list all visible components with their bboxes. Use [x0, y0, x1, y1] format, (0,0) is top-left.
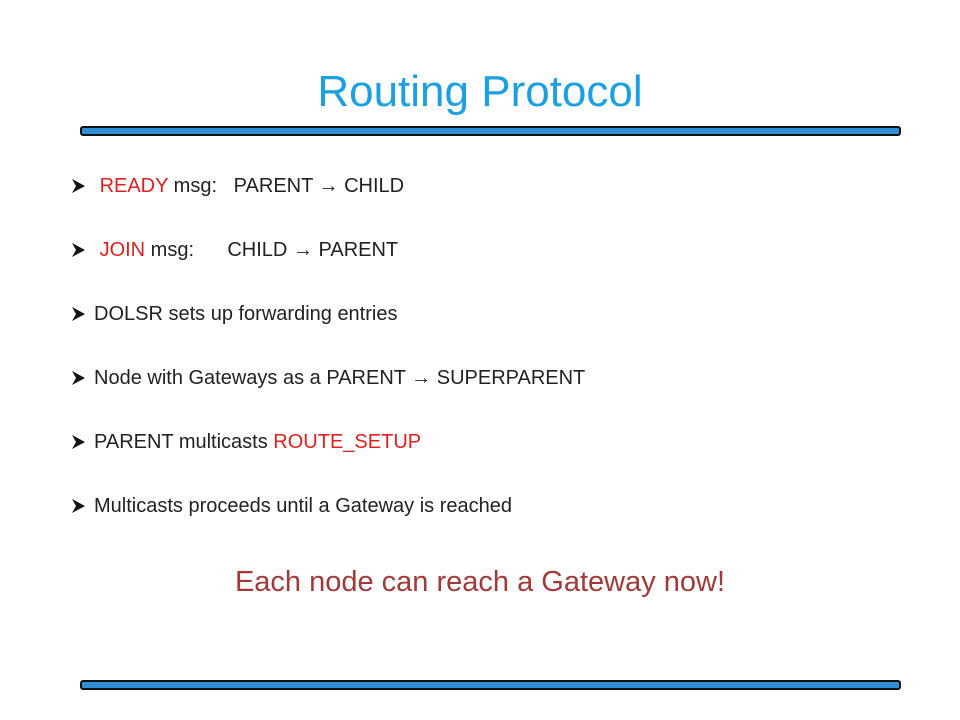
- bottom-divider: [80, 680, 901, 690]
- bullet-text: PARENT multicasts ROUTE_SETUP: [94, 431, 422, 453]
- bullet-text: Node with Gateways as a PARENT → SUPERPARENT: [94, 367, 586, 389]
- bullet-dolsr: [70, 298, 398, 330]
- arrowhead-bullet-icon: [70, 306, 86, 322]
- bullet-ready-msg: [70, 170, 405, 202]
- arrowhead-bullet-icon: [70, 178, 86, 194]
- right-arrow-icon: →: [411, 367, 432, 389]
- right-arrow-icon: →: [292, 239, 313, 261]
- join-keyword: JOIN: [99, 239, 146, 261]
- bullet-multicasts: [70, 490, 512, 522]
- arrowhead-bullet-icon: [70, 434, 86, 450]
- bullet-superparent: [70, 362, 586, 394]
- bullet-list: [70, 170, 586, 554]
- bullet-text: DOLSR sets up forwarding entries: [94, 303, 398, 325]
- arrowhead-bullet-icon: [70, 242, 86, 258]
- arrowhead-bullet-icon: [70, 370, 86, 386]
- right-arrow-icon: →: [318, 175, 339, 197]
- slide-title: Routing Protocol: [317, 67, 643, 116]
- bullet-text: JOIN msg: CHILD → PARENT: [99, 239, 399, 261]
- ready-keyword: READY: [99, 175, 169, 197]
- bullet-route-setup: [70, 426, 422, 458]
- top-divider: [80, 126, 901, 136]
- bullet-text: READY msg: PARENT → CHILD: [99, 175, 405, 197]
- arrowhead-bullet-icon: [70, 498, 86, 514]
- conclusion-text: Each node can reach a Gateway now!: [234, 566, 726, 598]
- bullet-join-msg: [70, 234, 399, 266]
- route-setup-keyword: ROUTE_SETUP: [273, 431, 422, 453]
- bullet-text: Multicasts proceeds until a Gateway is reached: [94, 495, 512, 517]
